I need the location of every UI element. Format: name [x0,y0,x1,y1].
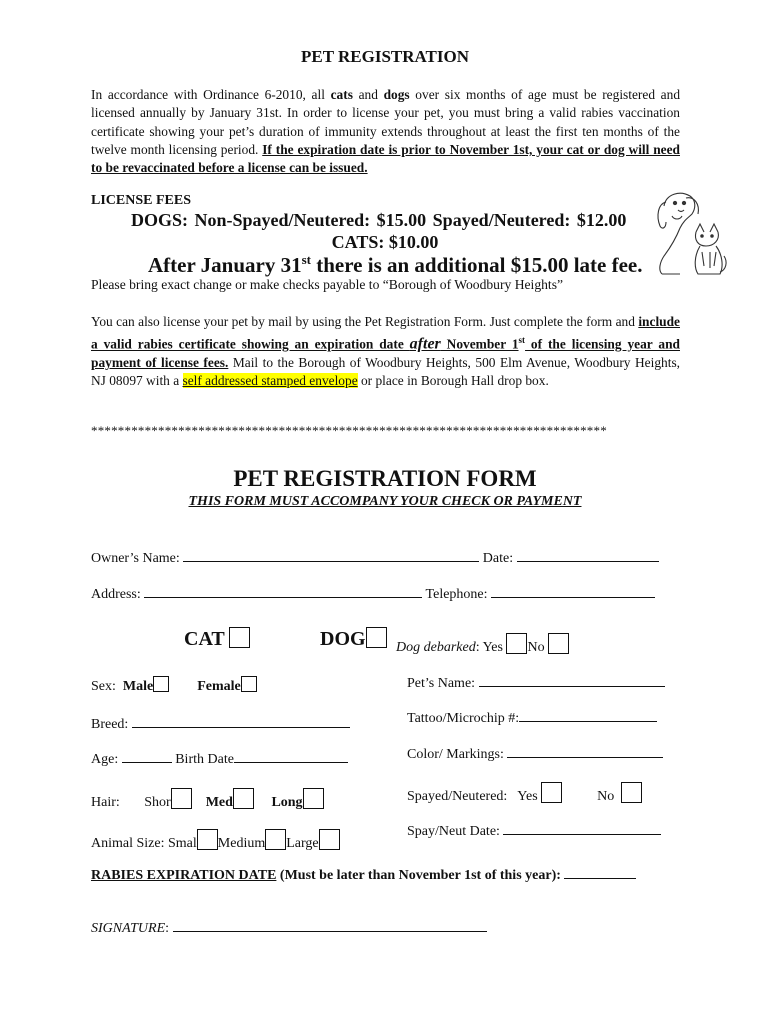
page-title: PET REGISTRATION [301,47,469,66]
hair-short-checkbox[interactable] [171,788,192,809]
late-fee-a: After January 31 [148,253,302,277]
rabies-date-field[interactable] [564,864,636,879]
mail-text-5: Mail to the Borough of Woodbury Heights, 500 Elm Avenue, Woodbury Heights, NJ 08097 with a [91,355,681,389]
birth-date-label: Birth Date [175,752,234,767]
payment-note: Please bring exact change or make checks payable to “Borough of Woodbury Heights” [91,277,564,292]
spayed-label: Spayed/Neutered: [407,789,508,804]
owner-row [91,547,659,567]
dog-label: DOG [320,628,366,650]
mail-highlight: self addressed stamped envelope [182,373,358,389]
hair-label: Hair: [91,795,120,810]
hair-long-label: Long [271,795,303,810]
mail-text-1: You can also license your pet by mail by using the Pet Registration Form. Just complete the form and [91,314,639,329]
spayed-no-checkbox[interactable] [621,782,642,803]
debarked-yes-label: Yes [482,640,503,655]
male-checkbox[interactable] [153,676,169,692]
size-small-label: Smal [168,836,197,851]
late-fee-sup: st [301,252,311,267]
color-row [407,743,663,763]
spayed-no-label: No [597,789,615,804]
size-large-label: Large [286,836,319,851]
intro-cats: cats [330,87,353,102]
breed-row [91,713,350,733]
intro-text-2: over six months of age must be registered and licensed annually by January 31st. In order to license your pet, you must bring a valid rabies vaccination certificate showing your pet’s duration of immunity extends throughout at least the first ten months of the twelve month licensing period. [91,87,681,157]
intro-dogs: dogs [383,87,410,102]
size-small-checkbox[interactable] [197,829,218,850]
address-label: Address: [91,587,141,602]
spay-date-label: Spay/Neut Date: [407,824,500,839]
age-row [91,748,348,768]
cat-label: CAT [184,628,225,650]
dog-and-cat-illustration [650,186,728,278]
date-label: Date: [482,551,514,566]
spayed-row [407,782,642,805]
color-label: Color/ Markings: [407,747,504,762]
cat-option [184,627,250,651]
rabies-note: (Must be later than November 1st of this year): [276,868,561,883]
fees-heading: LICENSE FEES [91,193,191,208]
telephone-field[interactable] [491,583,655,598]
spay-date-field[interactable] [503,820,661,835]
fees-cats: CATS: $10.00 [331,232,439,252]
intro-and: and [352,87,384,102]
animal-size-label: Animal Size: [91,836,165,851]
pets-name-row [407,672,665,692]
owner-name-field[interactable] [183,547,479,562]
dog-checkbox[interactable] [366,627,387,648]
intro-text: In accordance with Ordinance 6-2010, all [91,87,331,102]
mail-after: after [409,335,441,353]
spayed-yes-label: Yes [517,789,538,804]
debarked-yes-checkbox[interactable] [506,633,527,654]
hair-med-checkbox[interactable] [233,788,254,809]
mail-text-2: include a valid rabies certificate showing an expiration date [91,314,680,352]
age-label: Age: [91,752,119,767]
signature-field[interactable] [173,917,487,932]
animal-size-row [91,829,340,852]
debarked-label: Dog debarked [396,640,476,655]
female-checkbox[interactable] [241,676,257,692]
hair-row [91,788,324,811]
mail-text-4: of the licensing year and payment of license fees. [91,336,680,371]
color-field[interactable] [507,743,663,758]
female-label: Female [197,679,241,694]
owner-name-label: Owner’s Name: [91,551,180,566]
size-medium-checkbox[interactable] [265,829,286,850]
mail-text-3-sup: st [518,335,526,346]
telephone-label: Telephone: [425,587,488,602]
spay-date-row [407,820,661,840]
birth-date-field[interactable] [234,748,348,763]
mail-text-3: November 1 [440,336,519,352]
intro-warning: If the expiration date is prior to November 1st, your cat or dog will need to be revaccinated before a license can be issued. [91,141,680,176]
form-title: PET REGISTRATION FORM [233,466,537,491]
hair-med-label: Med [205,795,233,810]
late-fee-notice [148,252,643,278]
dog-option [320,627,387,651]
sex-label: Sex: [91,679,116,694]
debarked-no-label: No [527,640,545,655]
tattoo-row [407,707,657,727]
pets-name-label: Pet’s Name: [407,676,476,691]
sex-row [91,676,257,695]
intro-paragraph [91,86,680,177]
debarked-no-checkbox[interactable] [548,633,569,654]
rabies-label: RABIES EXPIRATION DATE [91,868,277,883]
late-fee-b: there is an additional $15.00 late fee. [310,253,643,277]
form-subtitle: THIS FORM MUST ACCOMPANY YOUR CHECK OR PAYMENT [188,494,582,509]
hair-long-checkbox[interactable] [303,788,324,809]
cat-checkbox[interactable] [229,627,250,648]
signature-row: SIGNATURE: [91,917,487,937]
address-row [91,583,655,603]
date-field[interactable] [517,547,659,562]
hair-short-label: Shor [144,795,171,810]
size-large-checkbox[interactable] [319,829,340,850]
mail-text-6: or place in Borough Hall drop box. [357,373,549,389]
breed-label: Breed: [91,717,129,732]
size-medium-label: Medium [217,836,266,851]
mail-paragraph [91,313,680,391]
debarked-row: Dog debarked: Yes No [396,633,569,656]
divider: ***************************************************************************** [91,423,607,438]
signature-label: SIGNATURE [91,921,166,936]
breed-field[interactable] [132,713,350,728]
rabies-row [91,864,636,884]
age-field[interactable] [122,748,172,763]
fees-dogs: DOGS: Non-Spayed/Neutered: $15.00 Spayed/Neutered: $12.00 [131,210,627,230]
spayed-yes-checkbox[interactable] [541,782,562,803]
address-field[interactable] [144,583,422,598]
pets-name-field[interactable] [479,672,665,687]
tattoo-field[interactable] [519,707,657,722]
male-label: Male [122,679,154,694]
tattoo-label: Tattoo/Microchip #: [407,711,520,726]
